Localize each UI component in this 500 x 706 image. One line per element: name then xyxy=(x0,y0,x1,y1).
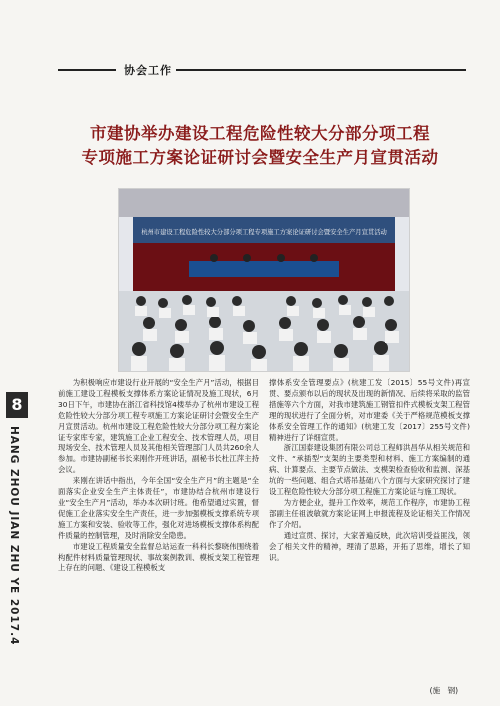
article-paragraph: 市建设工程质量安全监督总站运查一科科长黎晓伟围绕着构配件材料质量管理现状、事故案例教训、模板支架工程管理上存在的问题、《建设工程模板支 xyxy=(58,541,259,573)
article-title-line1: 市建协举办建设工程危险性较大分部分项工程 xyxy=(90,124,430,143)
article-title-line2: 专项施工方案论证研讨会暨安全生产月宣贯活动 xyxy=(81,148,439,167)
section-label: 协会工作 xyxy=(124,64,172,77)
article-body xyxy=(58,378,470,683)
article-paragraph: 通过宣贯、探讨，大家普遍反映，此次培训受益匪浅，领会了相关文件的精神，理清了思路，开拓了思维，增长了知识。 xyxy=(269,530,470,562)
author-signature: (施 钢) xyxy=(429,686,458,695)
section-rule-right xyxy=(176,69,466,71)
article-paragraph: 为方便企业，提升工作效率，规范工作程序，市建协工程部副主任祖波敏就方案论证网上申报流程及论证相关工作情况作了介绍。 xyxy=(269,497,470,529)
article-paragraph-continued: 撑体系安全管理要点》(杭建工发〔2015〕55号文件)再宣贯、要点颁布以后的现状及出现的新情况、后续将采取的监管措施等六个方面，对我市建筑施工钢管扣件式模板支架工程管理的现状进行了全面分析，对市建委《关于严格规范模板支撑体系安全管理工作的通知》(杭建工发〔2017〕255号文件)精神进行了详细宣贯。 xyxy=(269,378,470,442)
page-side-marker xyxy=(6,392,32,702)
event-photo-illustration xyxy=(119,189,409,371)
article-paragraph: 来刚在讲话中指出，今年全国“安全生产月”的主题是“全面落实企业安全生产主体责任”，市建协结合杭州市建设行业“安全生产月”活动，举办本次研讨班。他希望通过实置，督促施工企业落实安全生产责任，进一步加强模板支撑系统专项施工方案和安装、验收等工作，强化对进场模板支撑体系构配件质量的控制管理，及时消除安全隐患。 xyxy=(58,476,259,540)
page-number: 8 xyxy=(6,392,28,418)
article-column-right xyxy=(269,378,470,683)
article-paragraph: 浙江国泰建设集团有限公司总工程师洪昌华从相关规范和文件、“承插型”支架的主要类型和材料、施工方案编制的通病、计算要点、主要节点做法、支模架检查验收和监测、深基坑的一些问题、组合式塔吊基础八个方面与大家研究探讨了建设工程危险性较大分部分项工程施工方案论证与施工现状。 xyxy=(269,443,470,497)
banner-text: 杭州市建设工程危险性较大分部分项工程专项施工方案论证研讨会暨安全生产月宣贯活动 xyxy=(141,229,387,236)
article-paragraph: 为积极响应市建设行业开展的“安全生产月”活动，根据目前施工建设工程模板支撑体系方案论证情况及施工现状，6月30日下午，市建协在浙江省科技馆4楼举办了杭州市建设工程危险性较大分部分项工程专项施工方案论证研讨会暨安全生产月宣贯活动。杭州市建设工程危险性较大分部分项工程方案论证专家库专家，建筑施工企业工程安全、技术管理人员，项目现场安全、技术管理人员及其他相关管理部门人员共260余人参加。市建协副秘书长来刚作开班讲话，副秘书长杜江萍主持会议。 xyxy=(58,378,259,475)
article-column-left xyxy=(58,378,259,683)
section-rule-left xyxy=(58,69,116,71)
section-header xyxy=(58,62,466,76)
event-photo xyxy=(118,188,410,372)
magazine-vertical-title: HANG ZHOU JIAN ZHU YE 2017.4 xyxy=(8,426,20,646)
